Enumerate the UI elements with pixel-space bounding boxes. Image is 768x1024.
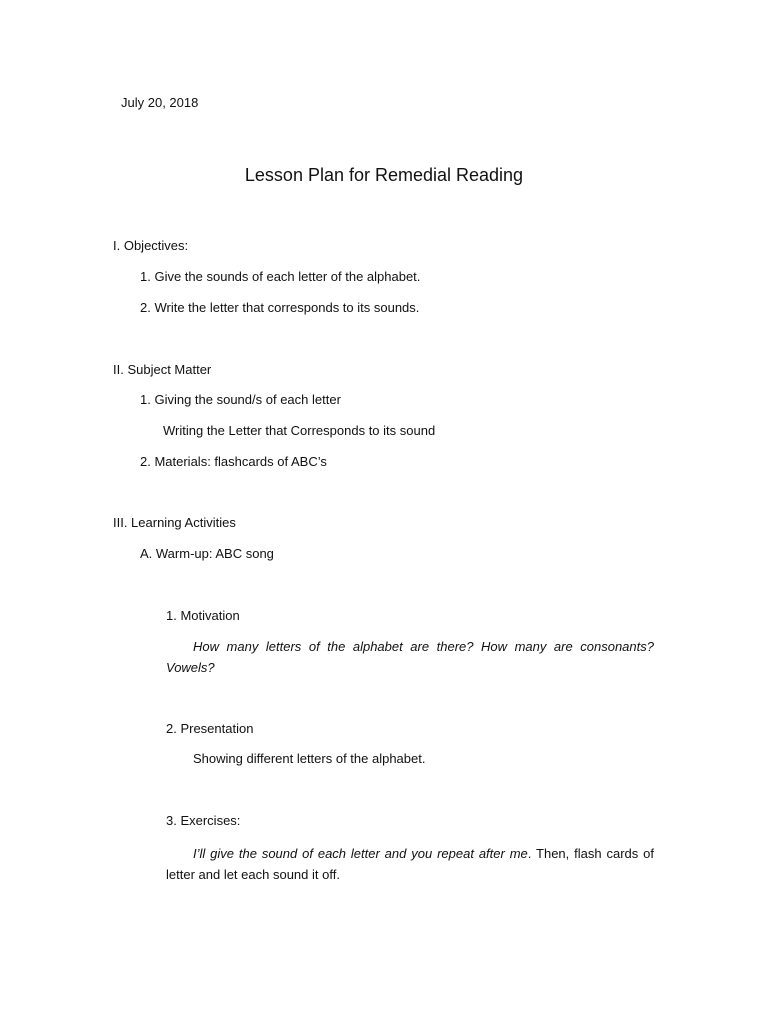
objective-item: 1. Give the sounds of each letter of the alphabet. xyxy=(140,269,421,284)
presentation-label: 2. Presentation xyxy=(166,721,254,736)
objective-item: 2. Write the letter that corresponds to its sounds. xyxy=(140,300,420,315)
motivation-text: How many letters of the alphabet are there? How many are consonants? Vowels? xyxy=(166,639,654,675)
subject-matter-item: 2. Materials: flashcards of ABC’s xyxy=(140,454,327,469)
subject-matter-subitem: Writing the Letter that Corresponds to its sound xyxy=(163,423,436,438)
exercises-text-rest: . Then, flash cards of letter and let each sound it off. xyxy=(166,846,654,882)
section-heading-learning-activities: III. Learning Activities xyxy=(113,515,236,530)
document-date: July 20, 2018 xyxy=(121,95,199,110)
exercises-text xyxy=(166,843,654,885)
section-heading-objectives: I. Objectives: xyxy=(113,238,189,253)
presentation-text: Showing different letters of the alphabet. xyxy=(193,751,426,766)
warmup-item: A. Warm-up: ABC song xyxy=(140,546,274,561)
section-heading-subject-matter: II. Subject Matter xyxy=(113,362,212,377)
exercises-label: 3. Exercises: xyxy=(166,813,241,828)
motivation-label: 1. Motivation xyxy=(166,608,240,623)
subject-matter-item: 1. Giving the sound/s of each letter xyxy=(140,392,341,407)
document-title: Lesson Plan for Remedial Reading xyxy=(244,165,524,185)
exercises-text-italic: I’ll give the sound of each letter and you repeat after me xyxy=(193,846,528,861)
